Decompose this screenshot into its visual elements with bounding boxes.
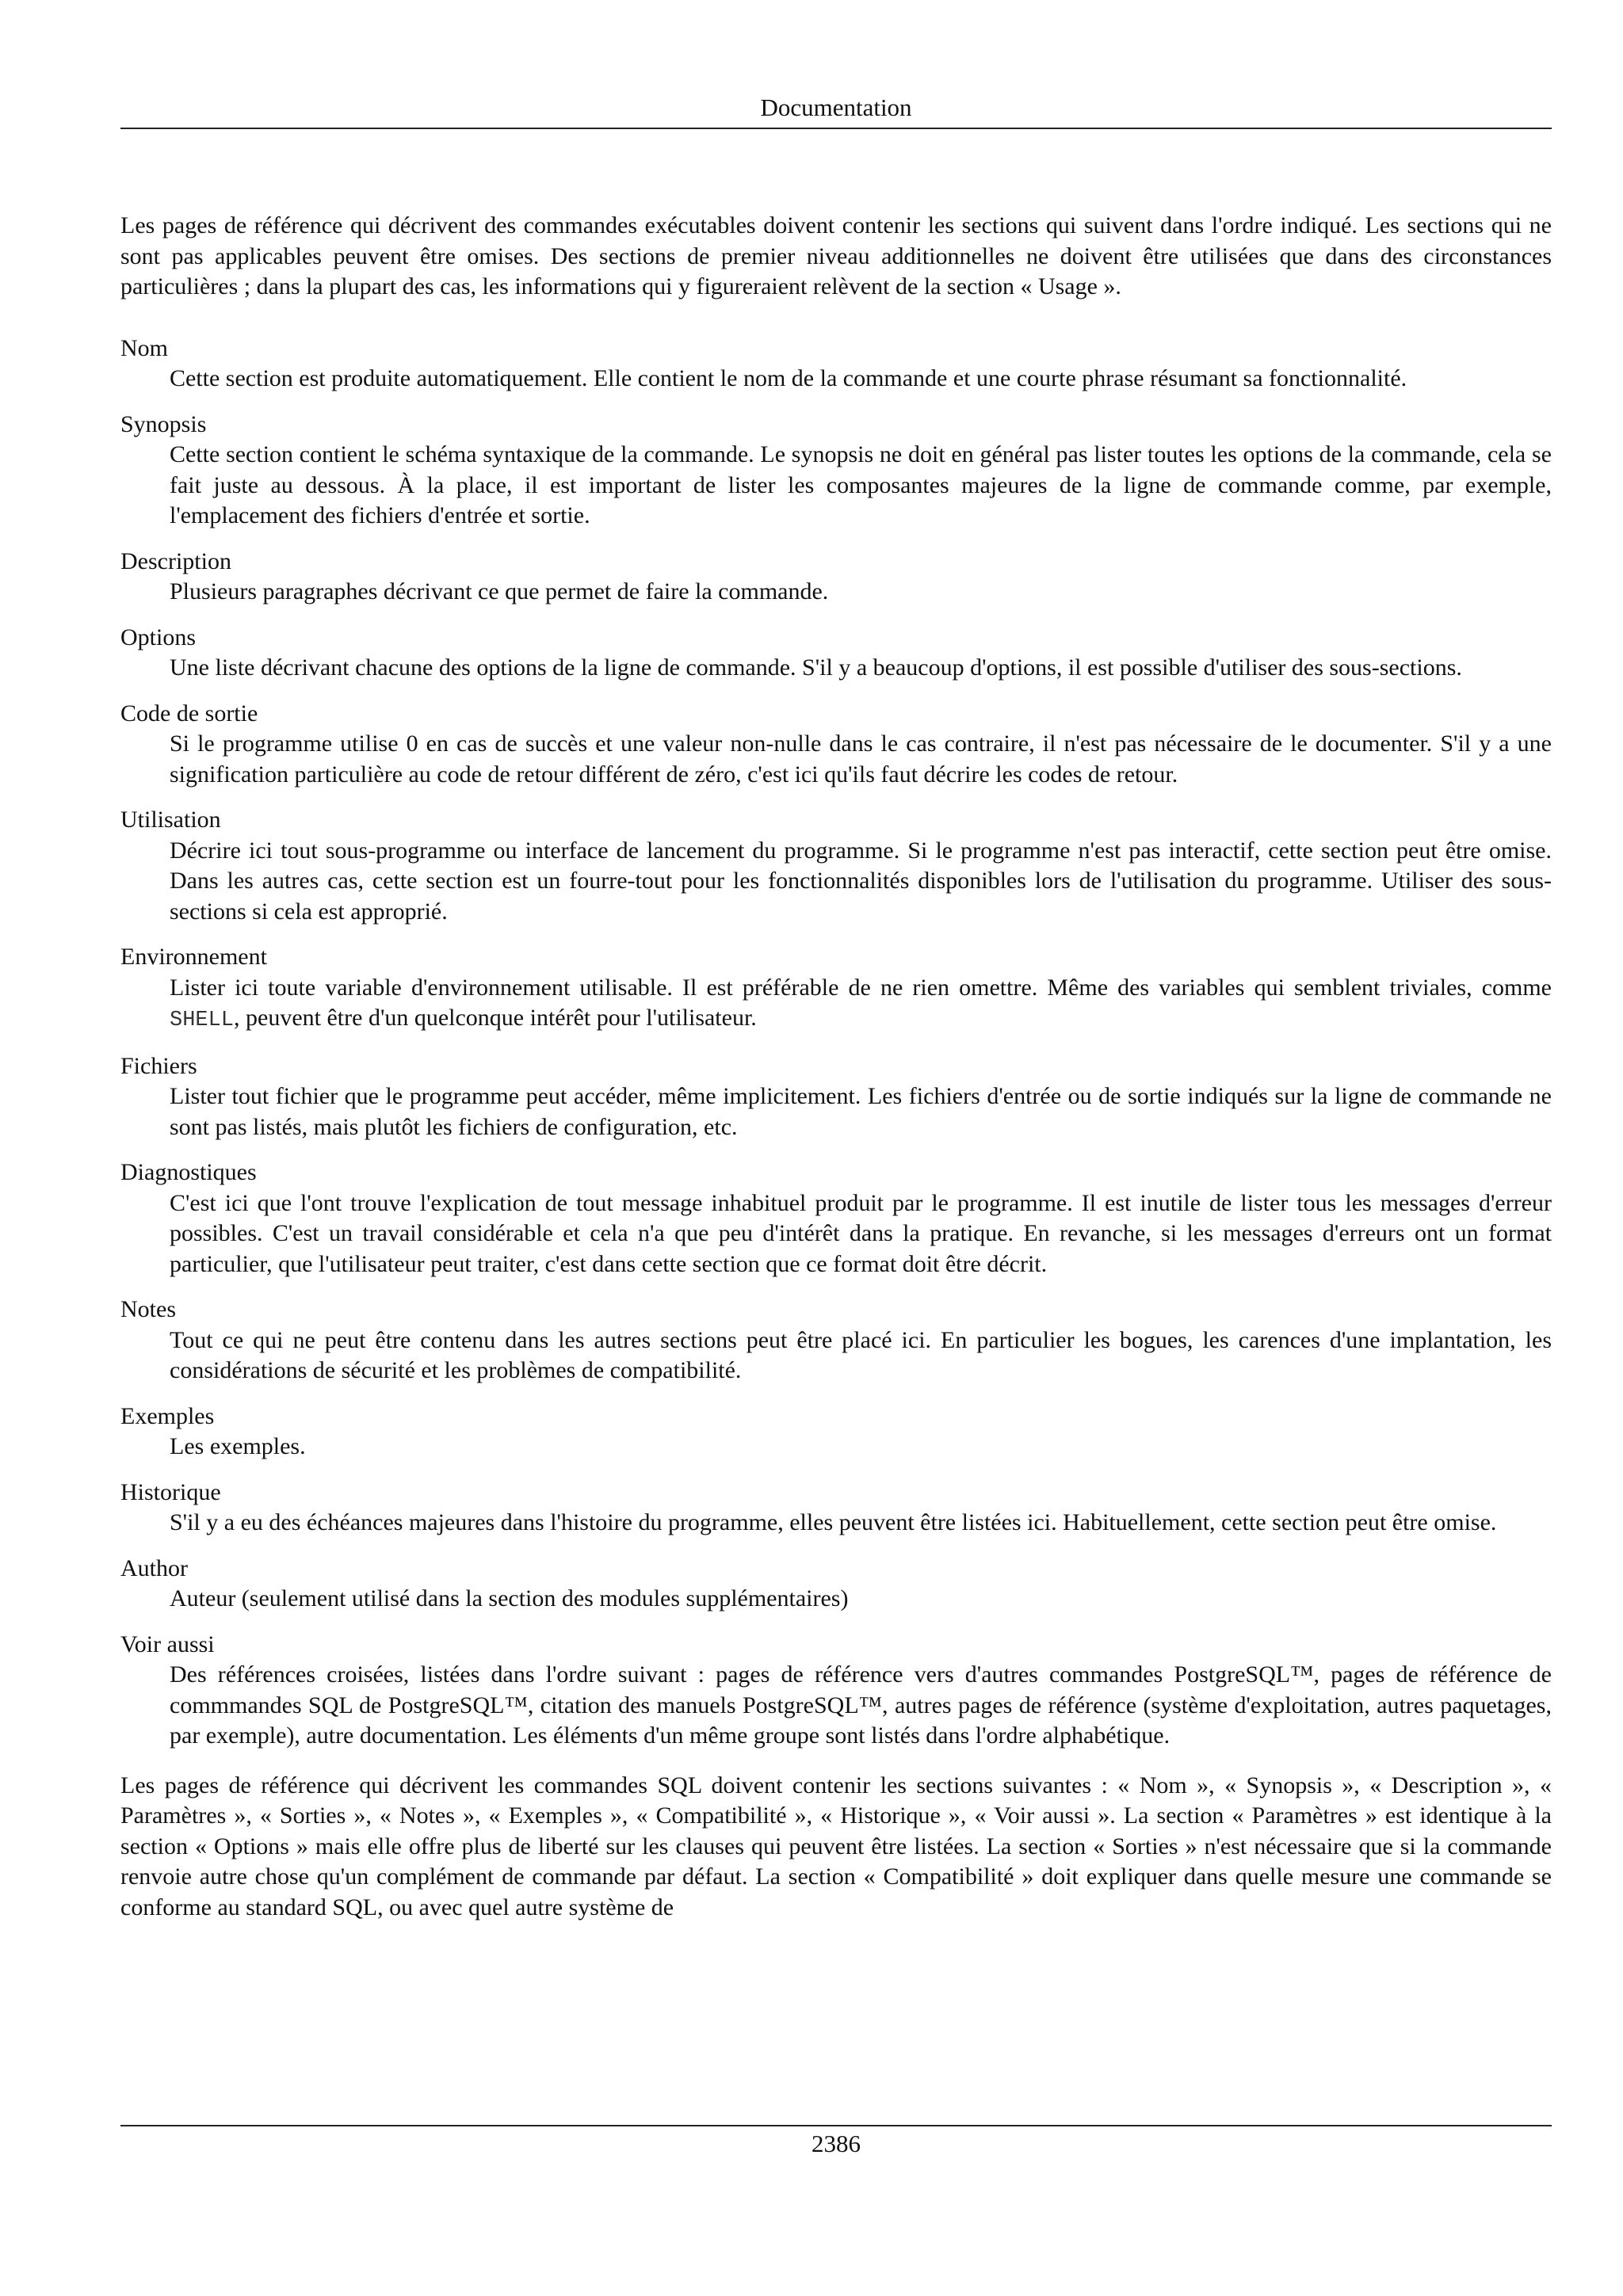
environnement-text-after: , peuvent être d'un quelconque intérêt pour l'utilisateur. — [234, 1005, 757, 1031]
section-term-historique: Historique — [120, 1478, 221, 1505]
intro-paragraph: Les pages de référence qui décrivent des commandes exécutables doivent contenir les sections qui suivent dans l'ordre indiqué. Les sections qui ne sont pas applicables peuvent être omises. Des sections de premier niveau additionnelles ne doivent être utilisées que dans des circonstances particulières ; dans la plupart des cas, les informations qui y figureraient relèvent de la section « Usage ». — [120, 212, 1552, 299]
section-term-notes: Notes — [120, 1296, 176, 1322]
footer-rule — [120, 2125, 1552, 2126]
section-term-synopsis: Synopsis — [120, 410, 207, 437]
section-desc-description: Plusieurs paragraphes décrivant ce que permet de faire la commande. — [170, 578, 829, 605]
section-term-exemples: Exemples — [120, 1402, 215, 1429]
page-number: 2386 — [812, 2130, 861, 2157]
section-term-environnement: Environnement — [120, 944, 267, 970]
section-term-nom: Nom — [120, 334, 168, 361]
section-desc-historique: S'il y a eu des échéances majeures dans l'histoire du programme, elles peuvent être listées ici. Habituellement, cette section peut être omise. — [170, 1509, 1497, 1535]
section-term-utilisation: Utilisation — [120, 807, 221, 833]
running-header: Documentation — [760, 93, 912, 121]
section-desc-exemples: Les exemples. — [170, 1433, 306, 1459]
section-term-voir-aussi: Voir aussi — [120, 1630, 215, 1657]
header-rule — [120, 128, 1552, 129]
section-desc-notes: Tout ce qui ne peut être contenu dans les autres sections peut être placé ici. En particulier les bogues, les carences d'une implantation, les considérations de sécurité et les problèmes de compatibilité. — [170, 1326, 1552, 1383]
document-page — [120, 0, 1552, 2296]
section-term-options: Options — [120, 624, 197, 650]
page-content — [120, 211, 1552, 1923]
section-desc-environnement — [170, 973, 1552, 1036]
section-desc-nom: Cette section est produite automatiquement. Elle contient le nom de la commande et une courte phrase résumant sa fonctionnalité. — [170, 365, 1407, 391]
section-desc-author: Auteur (seulement utilisé dans la section des modules supplémentaires) — [170, 1585, 849, 1611]
section-desc-code-de-sortie: Si le programme utilise 0 en cas de succès et une valeur non-nulle dans le cas contraire, il n'est pas nécessaire de le documenter. S'il y a une signification particulière au code de retour différent de zéro, c'est ici qu'ils faut décrire les codes de retour. — [170, 730, 1552, 788]
section-list — [120, 334, 1552, 1752]
section-term-diagnostiques: Diagnostiques — [120, 1159, 257, 1185]
section-desc-synopsis: Cette section contient le schéma syntaxique de la commande. Le synopsis ne doit en général pas lister toutes les options de la commande, cela se fait juste au dessous. À la place, il est important de lister les composantes majeures de la ligne de commande comme, par exemple, l'emplacement des fichiers d'entrée et sortie. — [170, 441, 1552, 528]
section-term-code-de-sortie: Code de sortie — [120, 700, 258, 727]
section-desc-diagnostiques: C'est ici que l'ont trouve l'explication de tout message inhabituel produit par le programme. Il est inutile de lister tous les messages d'erreur possibles. C'est un travail considérable et cela n'a que peu d'intérêt dans la pratique. En revanche, si les messages d'erreurs ont un format particulier, que l'utilisateur peut traiter, c'est dans cette section que ce format doit être décrit. — [170, 1189, 1552, 1277]
section-term-fichiers: Fichiers — [120, 1052, 197, 1079]
section-term-author: Author — [120, 1554, 188, 1581]
section-desc-utilisation: Décrire ici tout sous-programme ou interface de lancement du programme. Si le programme n'est pas interactif, cette section peut être omise. Dans les autres cas, cette section est un fourre-tout pour les fonctionnalités disponibles lors de l'utilisation du programme. Utiliser des sous-sections si cela est approprié. — [170, 837, 1552, 925]
section-desc-fichiers: Lister tout fichier que le programme peut accéder, même implicitement. Les fichiers d'entrée ou de sortie indiqués sur la ligne de commande ne sont pas listés, mais plutôt les fichiers de configuration, etc. — [170, 1083, 1552, 1140]
closing-paragraph: Les pages de référence qui décrivent les commandes SQL doivent contenir les sections suivantes : « Nom », « Synopsis », « Description », « Paramètres », « Sorties », « Notes », « Exemples », « Compatibilité », « Historique », « Voir aussi ». La section « Paramètres » est identique à la section « Options » mais elle offre plus de liberté sur les clauses qui peuvent être listées. La section « Sorties » n'est nécessaire que si la commande renvoie autre chose qu'un complément de commande par défaut. La section « Compatibilité » doit expliquer dans quelle mesure une commande se conforme au standard SQL, ou avec quel autre système de — [120, 1772, 1552, 1920]
shell-variable-code: SHELL — [170, 1009, 235, 1032]
section-desc-options: Une liste décrivant chacune des options de la ligne de commande. S'il y a beaucoup d'options, il est possible d'utiliser des sous-sections. — [170, 654, 1462, 681]
environnement-text-before: Lister ici toute variable d'environnement utilisable. Il est préférable de ne rien omettre. Même des variables qui semblent triviales, comme — [170, 974, 1552, 1001]
section-term-description: Description — [120, 547, 231, 574]
section-desc-voir-aussi: Des références croisées, listées dans l'ordre suivant : pages de référence vers d'autres commandes PostgreSQL™, pages de référence de commmandes SQL de PostgreSQL™, citation des manuels PostgreSQL™, autres pages de référence (système d'exploitation, autres paquetages, par exemple), autre documentation. Les éléments d'un même groupe sont listés dans l'ordre alphabétique. — [170, 1661, 1552, 1749]
